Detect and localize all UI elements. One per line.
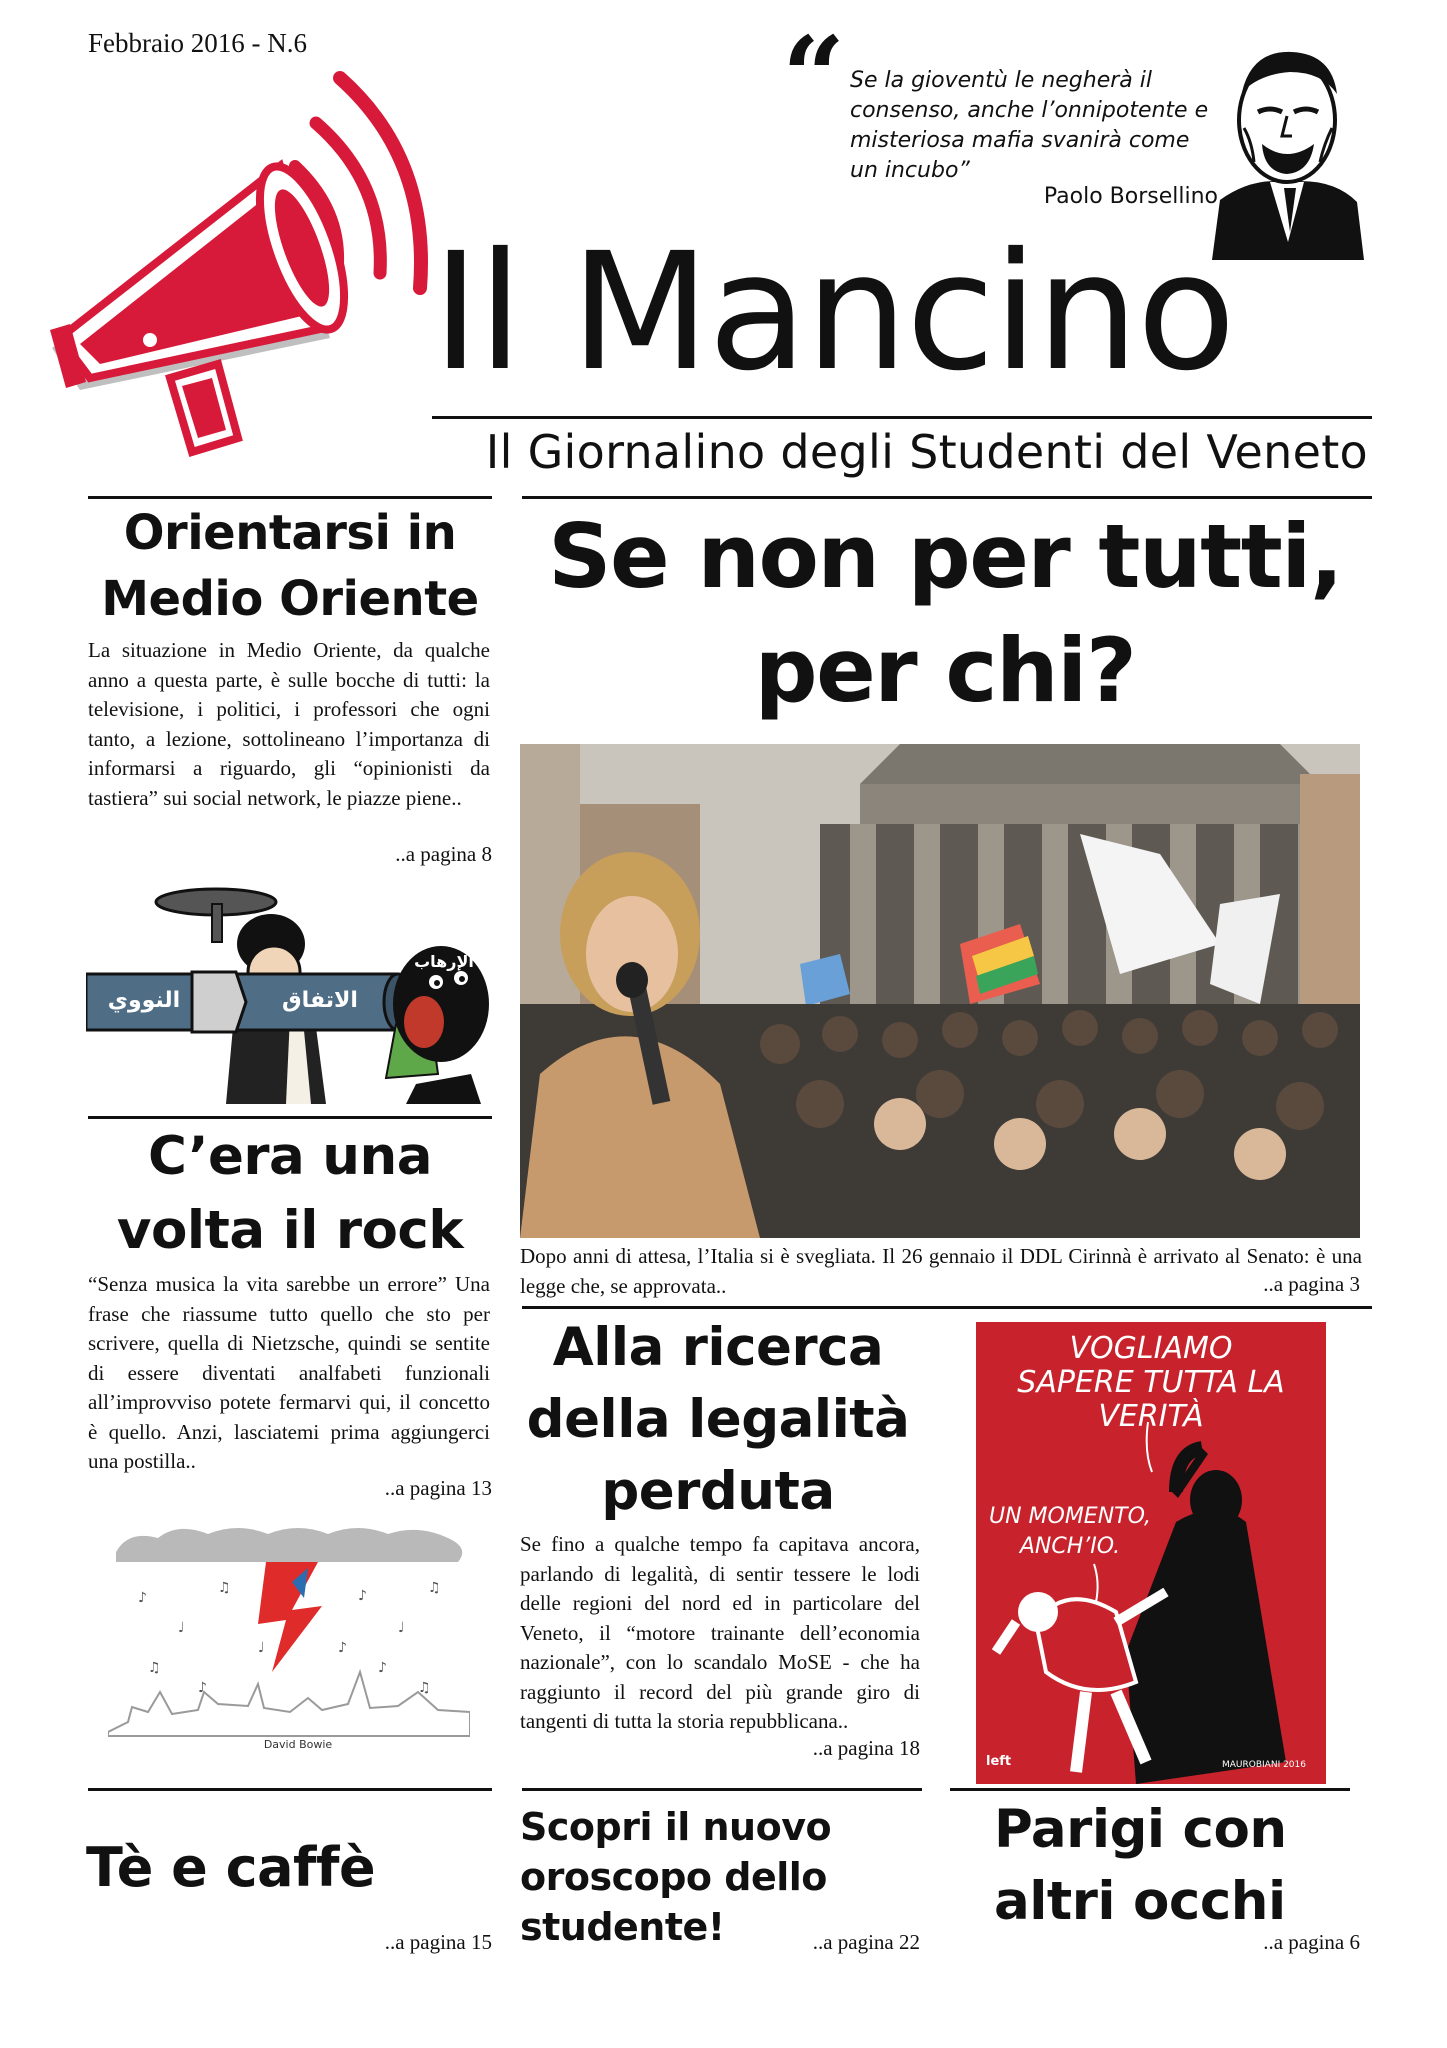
divider xyxy=(522,496,1372,499)
poster-illustration xyxy=(976,1322,1326,1784)
svg-text:♫: ♫ xyxy=(148,1660,161,1676)
main-caption: Dopo anni di attesa, l’Italia si è svegliata. Il 26 gennaio il DDL Cirinnà è arrivato al Senato: è una legge che, se approvata.. xyxy=(520,1244,1362,1298)
svg-text:♪: ♪ xyxy=(378,1660,387,1676)
svg-text:♩: ♩ xyxy=(398,1620,405,1636)
masthead-subtitle: Il Giornalino degli Studenti del Veneto xyxy=(485,425,1368,479)
svg-text:♫: ♫ xyxy=(418,1680,431,1696)
divider xyxy=(88,496,492,499)
pageref-rock[interactable]: ..a pagina 13 xyxy=(384,1476,492,1500)
headline-oroscopo[interactable]: Scopri il nuovo oroscopo dello studente! xyxy=(520,1805,832,1949)
article-medio-oriente-text: La situazione in Medio Oriente, da qualche anno a questa parte, è sulle bocche di tutti: la televisione, i politici, i professori che ogni tanto, a lezione, sottolineano l’importanza di informarsi a riguardo, gli “opinionisti da tastiera” sui social network, le piazze piene.. xyxy=(88,638,490,810)
cartoon-label-nuclear: النووي xyxy=(107,988,181,1013)
article-legalita-text: Se fino a qualche tempo fa capitava ancora, parlando di legalità, di sentir tessere le lodi delle regioni del nord ed in particolare del Veneto, il “motore trainante dell’economia nazionale”, con lo scandalo MoSE - che ha raggiunto il record del più grande giro di tangenti di tutta la storia repubblicana.. xyxy=(520,1532,920,1733)
poster-signature-right: MAUROBIANI 2016 xyxy=(1222,1760,1306,1770)
svg-text:♪: ♪ xyxy=(198,1680,207,1696)
pageref-parigi[interactable]: ..a pagina 6 xyxy=(1263,1930,1360,1954)
article-rock-text: “Senza musica la vita sarebbe un errore” Una frase che riassume tutto quello che sto per scrivere, quella di Nietzsche, quindi se sentite di essere diventati analfabeti funzionali all’improvviso potete fermarvi qui, il concetto è quello. Anzi, lasciatemi prima aggiungerci una postilla.. xyxy=(88,1272,490,1473)
poster-signature-left: left xyxy=(986,1754,1012,1769)
headline-legalita[interactable]: Alla ricerca della legalità perduta xyxy=(526,1317,910,1522)
headline-medio-oriente[interactable]: Orientarsi in Medio Oriente xyxy=(101,505,479,627)
cartoon-label-terrorism: الإرهاب xyxy=(414,952,474,971)
masthead-rule xyxy=(432,416,1372,419)
pageref-main[interactable]: ..a pagina 3 xyxy=(1263,1272,1360,1296)
quote-text: Se la gioventù le negherà il consenso, anche l’onnipotente e misteriosa mafia svanirà come un incubo” xyxy=(850,68,1209,183)
svg-text:♪: ♪ xyxy=(138,1590,147,1606)
poster-text-momento: UN MOMENTO, ANCH’IO. xyxy=(988,1504,1152,1559)
svg-text:♫: ♫ xyxy=(218,1580,231,1596)
divider xyxy=(522,1788,922,1791)
headline-te-caffe[interactable]: Tè e caffè xyxy=(86,1836,376,1899)
divider xyxy=(88,1788,492,1791)
svg-text:♪: ♪ xyxy=(358,1588,367,1604)
issue-date: Febbraio 2016 - N.6 xyxy=(88,28,307,58)
megaphone-icon xyxy=(40,48,460,468)
quote-author: Paolo Borsellino xyxy=(1043,184,1218,209)
svg-text:♩: ♩ xyxy=(178,1620,185,1636)
svg-text:♩: ♩ xyxy=(258,1640,265,1656)
headline-main[interactable]: Se non per tutti, per chi? xyxy=(548,505,1342,722)
headline-rock[interactable]: C’era una volta il rock xyxy=(116,1126,464,1261)
divider xyxy=(950,1788,1350,1791)
quote-mark-icon: “ xyxy=(782,12,846,141)
divider xyxy=(88,1116,492,1119)
pageref-medio-oriente[interactable]: ..a pagina 8 xyxy=(395,842,492,866)
pageref-oroscopo[interactable]: ..a pagina 22 xyxy=(812,1930,920,1954)
cartoon-label-agreement: الاتفاق xyxy=(282,988,358,1013)
svg-text:♪: ♪ xyxy=(338,1640,347,1656)
bowie-illustration xyxy=(108,1522,470,1768)
medio-oriente-cartoon xyxy=(86,874,492,1104)
main-photo xyxy=(520,744,1360,1238)
divider xyxy=(522,1306,1372,1309)
svg-text:♫: ♫ xyxy=(428,1580,441,1596)
poster-text-verita: VOGLIAMO SAPERE TUTTA LA VERITÀ xyxy=(1017,1331,1285,1434)
pageref-legalita[interactable]: ..a pagina 18 xyxy=(812,1736,920,1760)
pageref-te-caffe[interactable]: ..a pagina 15 xyxy=(384,1930,492,1954)
headline-parigi[interactable]: Parigi con altri occhi xyxy=(994,1799,1287,1932)
masthead-title: Il Mancino xyxy=(432,219,1234,407)
bowie-caption: David Bowie xyxy=(263,1738,333,1751)
